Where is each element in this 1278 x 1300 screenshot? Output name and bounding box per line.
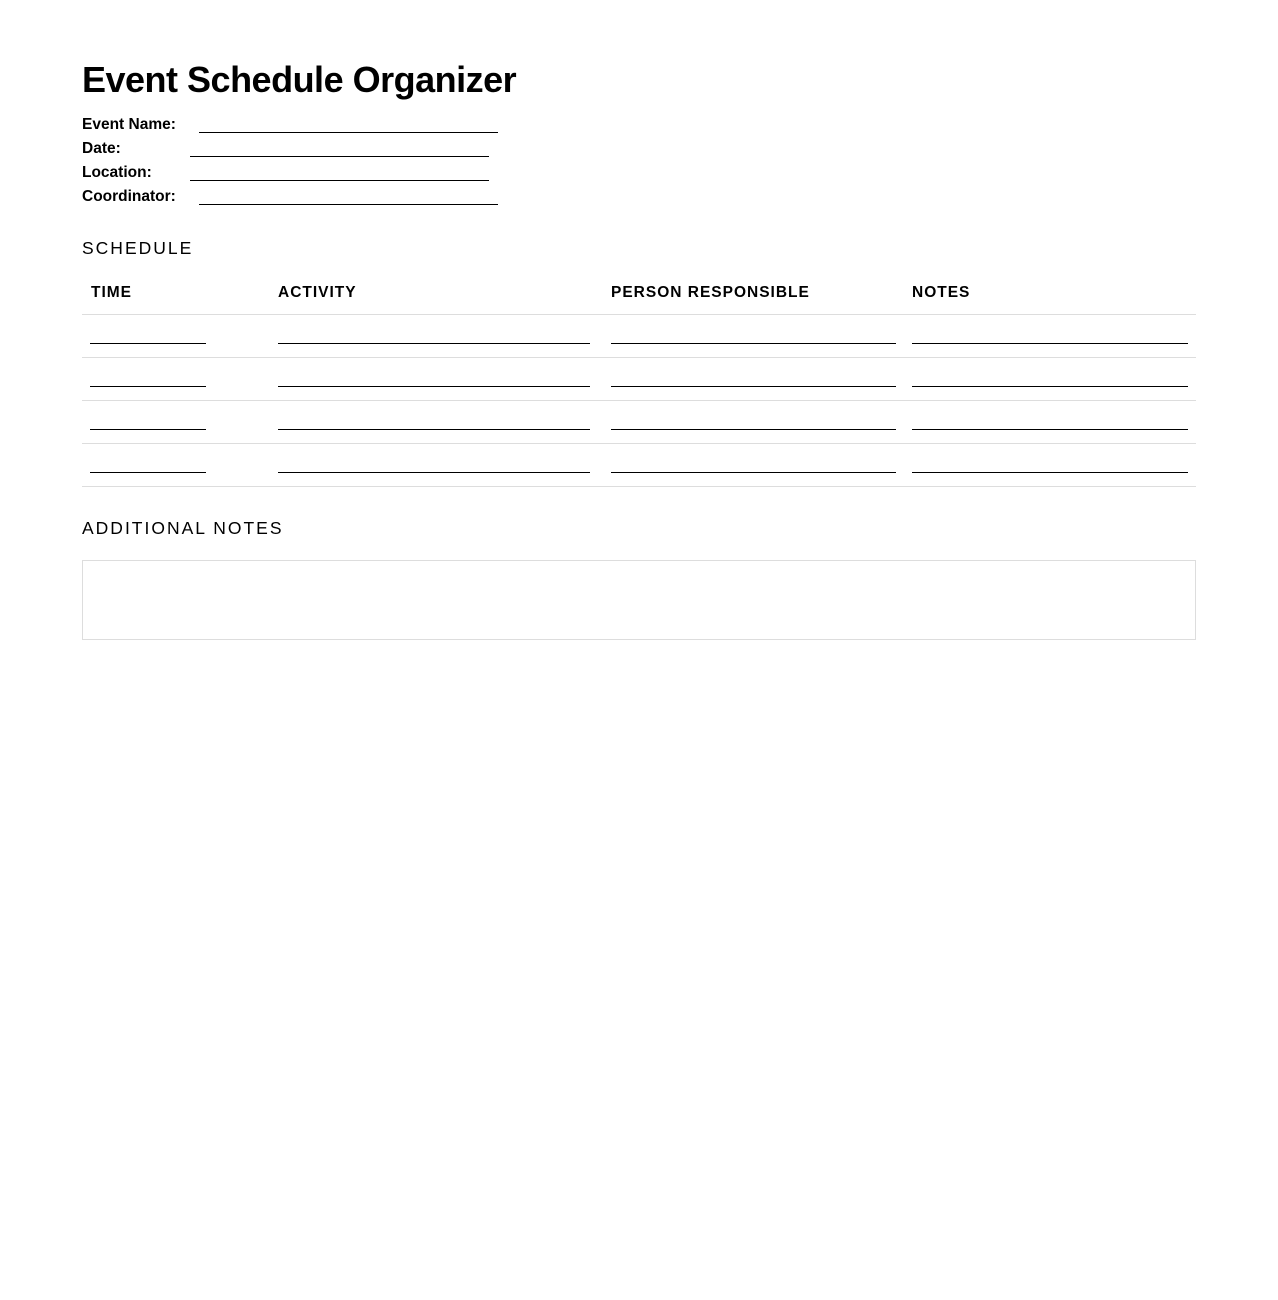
table-cell bbox=[611, 315, 912, 358]
activity-field[interactable] bbox=[278, 472, 590, 473]
time-field[interactable] bbox=[90, 429, 206, 430]
coordinator-row bbox=[82, 188, 176, 212]
table-cell bbox=[611, 444, 912, 487]
person-field[interactable] bbox=[611, 386, 896, 387]
table-row bbox=[82, 315, 1196, 358]
notes-field[interactable] bbox=[912, 472, 1188, 473]
time-field[interactable] bbox=[90, 472, 206, 473]
table-cell bbox=[82, 444, 278, 487]
field-label: Location: bbox=[82, 164, 152, 181]
additional-notes-input[interactable] bbox=[82, 560, 1196, 640]
person-field[interactable] bbox=[611, 429, 896, 430]
additional-notes-heading: ADDITIONAL NOTES bbox=[82, 518, 284, 538]
person-field[interactable] bbox=[611, 343, 896, 344]
field-label: Event Name: bbox=[82, 116, 176, 133]
event-name-row bbox=[82, 116, 176, 140]
table-cell bbox=[912, 358, 1196, 401]
table-cell bbox=[82, 315, 278, 358]
coordinator-field[interactable] bbox=[199, 204, 498, 205]
table-cell bbox=[278, 401, 611, 444]
table-cell bbox=[611, 358, 912, 401]
notes-field[interactable] bbox=[912, 343, 1188, 344]
event-name-field[interactable] bbox=[199, 132, 498, 133]
location-row bbox=[82, 164, 176, 188]
table-cell bbox=[82, 358, 278, 401]
table-cell bbox=[912, 401, 1196, 444]
table-cell bbox=[278, 444, 611, 487]
date-row bbox=[82, 140, 176, 164]
table-row bbox=[82, 444, 1196, 487]
table-row bbox=[82, 401, 1196, 444]
table-cell bbox=[278, 315, 611, 358]
time-field[interactable] bbox=[90, 386, 206, 387]
notes-field[interactable] bbox=[912, 429, 1188, 430]
page-title: Event Schedule Organizer bbox=[82, 59, 517, 100]
column-header-time: TIME bbox=[82, 271, 278, 315]
schedule-heading: SCHEDULE bbox=[82, 238, 194, 258]
table-cell bbox=[611, 401, 912, 444]
schedule-table bbox=[82, 271, 1196, 487]
location-field[interactable] bbox=[190, 180, 489, 181]
table-cell bbox=[278, 358, 611, 401]
notes-field[interactable] bbox=[912, 386, 1188, 387]
field-label: Date: bbox=[82, 140, 121, 157]
table-header bbox=[82, 271, 1196, 315]
activity-field[interactable] bbox=[278, 386, 590, 387]
table-cell bbox=[912, 315, 1196, 358]
column-header-person: PERSON RESPONSIBLE bbox=[611, 271, 912, 315]
person-field[interactable] bbox=[611, 472, 896, 473]
event-info bbox=[82, 116, 176, 212]
column-header-notes: NOTES bbox=[912, 271, 1196, 315]
table-cell bbox=[82, 401, 278, 444]
date-field[interactable] bbox=[190, 156, 489, 157]
field-label: Coordinator: bbox=[82, 188, 176, 205]
table-cell bbox=[912, 444, 1196, 487]
activity-field[interactable] bbox=[278, 429, 590, 430]
activity-field[interactable] bbox=[278, 343, 590, 344]
time-field[interactable] bbox=[90, 343, 206, 344]
table-row bbox=[82, 358, 1196, 401]
column-header-activity: ACTIVITY bbox=[278, 271, 611, 315]
